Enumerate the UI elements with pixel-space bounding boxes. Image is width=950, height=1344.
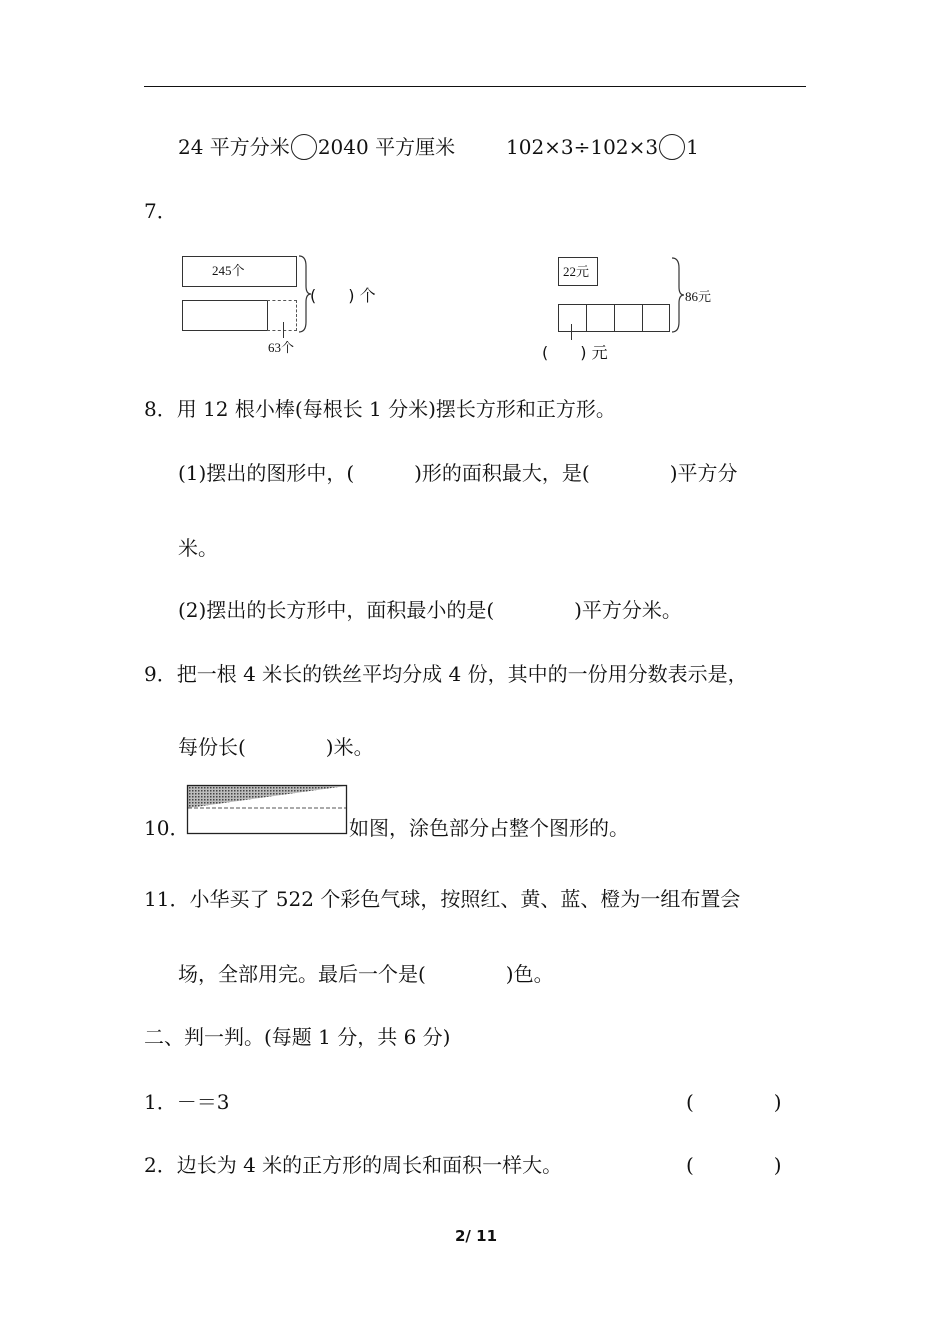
judge-item-2-text: 2．边长为 4 米的正方形的周长和面积一样大。 (144, 1153, 563, 1177)
q7-fig2-brace-label: 86元 (685, 289, 712, 304)
compare-left-a: 24 平方分米 (178, 135, 290, 159)
q7-fig2-segment-3 (614, 304, 643, 332)
q7-fig1-dashed-ext (267, 300, 297, 331)
q9-line2[interactable]: 每份长( )米。 (178, 735, 374, 759)
q8-part1-line1[interactable]: (1)摆出的图形中，( )形的面积最大，是( )平方分 (178, 461, 738, 485)
q10-shaded-region (188, 786, 346, 808)
q7-fig2-segment-2 (586, 304, 615, 332)
q8-part2[interactable]: (2)摆出的长方形中，面积最小的是( )平方分米。 (178, 598, 682, 622)
q7-fig1-bottom-label: 63个 (268, 340, 295, 355)
q7-number: 7． (144, 199, 177, 223)
q8-part1-line2: 米。 (178, 536, 218, 560)
judge-item-1-bracket[interactable]: ( ) (686, 1090, 782, 1114)
compare-right-b: 1 (686, 135, 699, 159)
q7-fig1-tick (283, 322, 284, 338)
header-rule (144, 86, 806, 87)
q11-line2[interactable]: 场，全部用完。最后一个是( )色。 (178, 962, 554, 986)
q7-fig1-answer[interactable]: ( ) 个 (310, 286, 376, 305)
q7-fig2-answer[interactable]: ( ) 元 (542, 343, 608, 362)
q7-fig2-segment-4 (642, 304, 670, 332)
q11-line1: 11．小华买了 522 个彩色气球，按照红、黄、蓝、橙为一组布置会 (144, 887, 741, 911)
q10-text: 如图，涂色部分占整个图形的。 (349, 816, 629, 840)
compare-right-a: 102×3÷102×3 (506, 135, 659, 159)
judge-item-2-bracket[interactable]: ( ) (686, 1153, 782, 1177)
q7-fig2-brace (671, 256, 685, 334)
q7-fig1-bottom-box (182, 300, 268, 331)
section2-title: 二、判一判。(每题 1 分，共 6 分) (144, 1025, 451, 1049)
q10-figure (186, 784, 348, 836)
compare-circle-2[interactable] (659, 134, 685, 160)
q8-stem: 8．用 12 根小棒(每根长 1 分米)摆长方形和正方形。 (144, 397, 616, 421)
compare-row-1 (178, 134, 455, 160)
q10-number: 10． (144, 816, 190, 840)
q7-fig2-tick (571, 324, 572, 340)
page-number: 2/ 11 (455, 1227, 498, 1245)
q7-fig2-box-label: 22元 (563, 264, 590, 279)
q7-fig1-top-label: 245个 (212, 263, 245, 278)
judge-item-1-text: 1．－＝3 (144, 1090, 230, 1114)
compare-left-b: 2040 平方厘米 (317, 135, 456, 159)
compare-circle-1[interactable] (291, 134, 317, 160)
q9-line1: 9．把一根 4 米长的铁丝平均分成 4 份，其中的一份用分数表示是， (144, 662, 748, 686)
q7-fig2-segment-1 (558, 304, 587, 332)
compare-row-2 (506, 134, 699, 160)
